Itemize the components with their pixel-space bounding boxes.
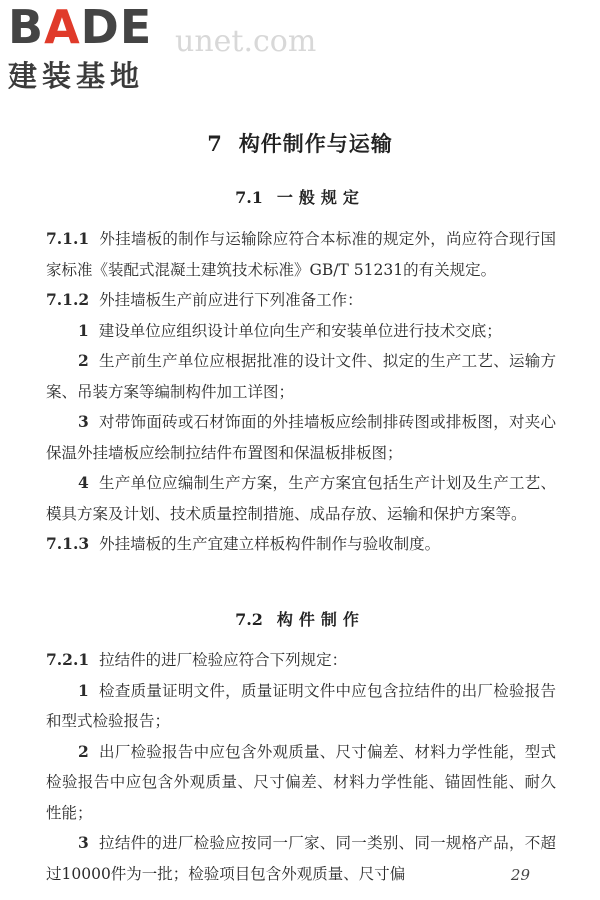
logo-letters: DE [80, 0, 153, 54]
chapter-heading [0, 128, 600, 158]
list-item [46, 316, 556, 347]
list-item [46, 346, 556, 407]
clause-text: 外挂墙板的制作与运输除应符合本标准的规定外，尚应符合现行国家标准《装配式混凝土建筑技术标准》GB/T 51231的有关规定。 [46, 230, 556, 279]
logo-subtitle: 建装基地 [8, 59, 145, 93]
clause-number: 7.1.2 [46, 290, 90, 309]
logo-letter: B [8, 0, 45, 54]
logo [8, 0, 178, 93]
logo-wordmark [8, 0, 178, 54]
clause-number: 7.1.3 [46, 534, 90, 553]
clause-text: 外挂墙板的生产宜建立样板构件制作与验收制度。 [99, 535, 441, 553]
item-text: 检查质量证明文件，质量证明文件中应包含拉结件的出厂检验报告和型式检验报告； [46, 681, 556, 730]
watermark: unet.com [175, 24, 317, 59]
item-number: 3 [78, 833, 89, 852]
item-number: 4 [78, 473, 89, 492]
item-text: 拉结件的进厂检验应按同一厂家、同一类别、同一规格产品，不超过10000件为一批；检验项目包含外观质量、尺寸偏 [46, 834, 556, 883]
item-number: 1 [78, 680, 89, 700]
item-text: 生产前生产单位应根据批准的设计文件、拟定的生产工艺、运输方案、吊装方案等编制构件加工详图； [46, 352, 556, 401]
clause-number: 7.1.1 [46, 229, 90, 248]
clause-7-1-3 [46, 529, 556, 560]
clause-number: 7.2.1 [46, 650, 90, 669]
list-item [46, 468, 556, 529]
item-number: 3 [78, 412, 89, 431]
clause-text: 拉结件的进厂检验应符合下列规定： [99, 651, 348, 669]
section-heading-7-1 [0, 185, 600, 208]
item-number: 2 [78, 741, 89, 761]
clause-7-1-2 [46, 285, 556, 316]
section-heading-7-2 [0, 607, 600, 630]
chapter-number: 7 [207, 131, 223, 156]
clause-text: 外挂墙板生产前应进行下列准备工作： [99, 291, 363, 309]
clause-7-2-1 [46, 645, 556, 676]
section-body-7-2 [46, 645, 556, 889]
list-item [46, 676, 556, 737]
section-title: 一般规定 [276, 188, 365, 207]
chapter-title: 构件制作与运输 [238, 131, 393, 156]
clause-7-1-1 [46, 224, 556, 285]
item-number: 1 [78, 320, 89, 340]
item-text: 生产单位应编制生产方案，生产方案宜包括生产计划及生产工艺、模具方案及计划、技术质量控制措施、成品存放、运输和保护方案等。 [46, 474, 556, 523]
item-number: 2 [78, 351, 89, 370]
section-number: 7.2 [235, 610, 263, 629]
page-number: 29 [510, 866, 530, 884]
list-item [46, 407, 556, 468]
section-number: 7.1 [235, 188, 263, 207]
list-item [46, 828, 556, 889]
list-item [46, 737, 556, 829]
section-body-7-1 [46, 224, 556, 560]
item-text: 对带饰面砖或石材饰面的外挂墙板应绘制排砖图或排板图，对夹心保温外挂墙板应绘制拉结件布置图和保温板排板图； [46, 413, 556, 462]
item-text: 建设单位应组织设计单位向生产和安装单位进行技术交底； [98, 321, 502, 340]
section-title: 构件制作 [276, 610, 365, 629]
item-text: 出厂检验报告中应包含外观质量、尺寸偏差、材料力学性能，型式检验报告中应包含外观质量、尺寸偏差、材料力学性能、锚固性能、耐久性能； [46, 742, 556, 822]
logo-letter-accent: A [44, 0, 81, 54]
